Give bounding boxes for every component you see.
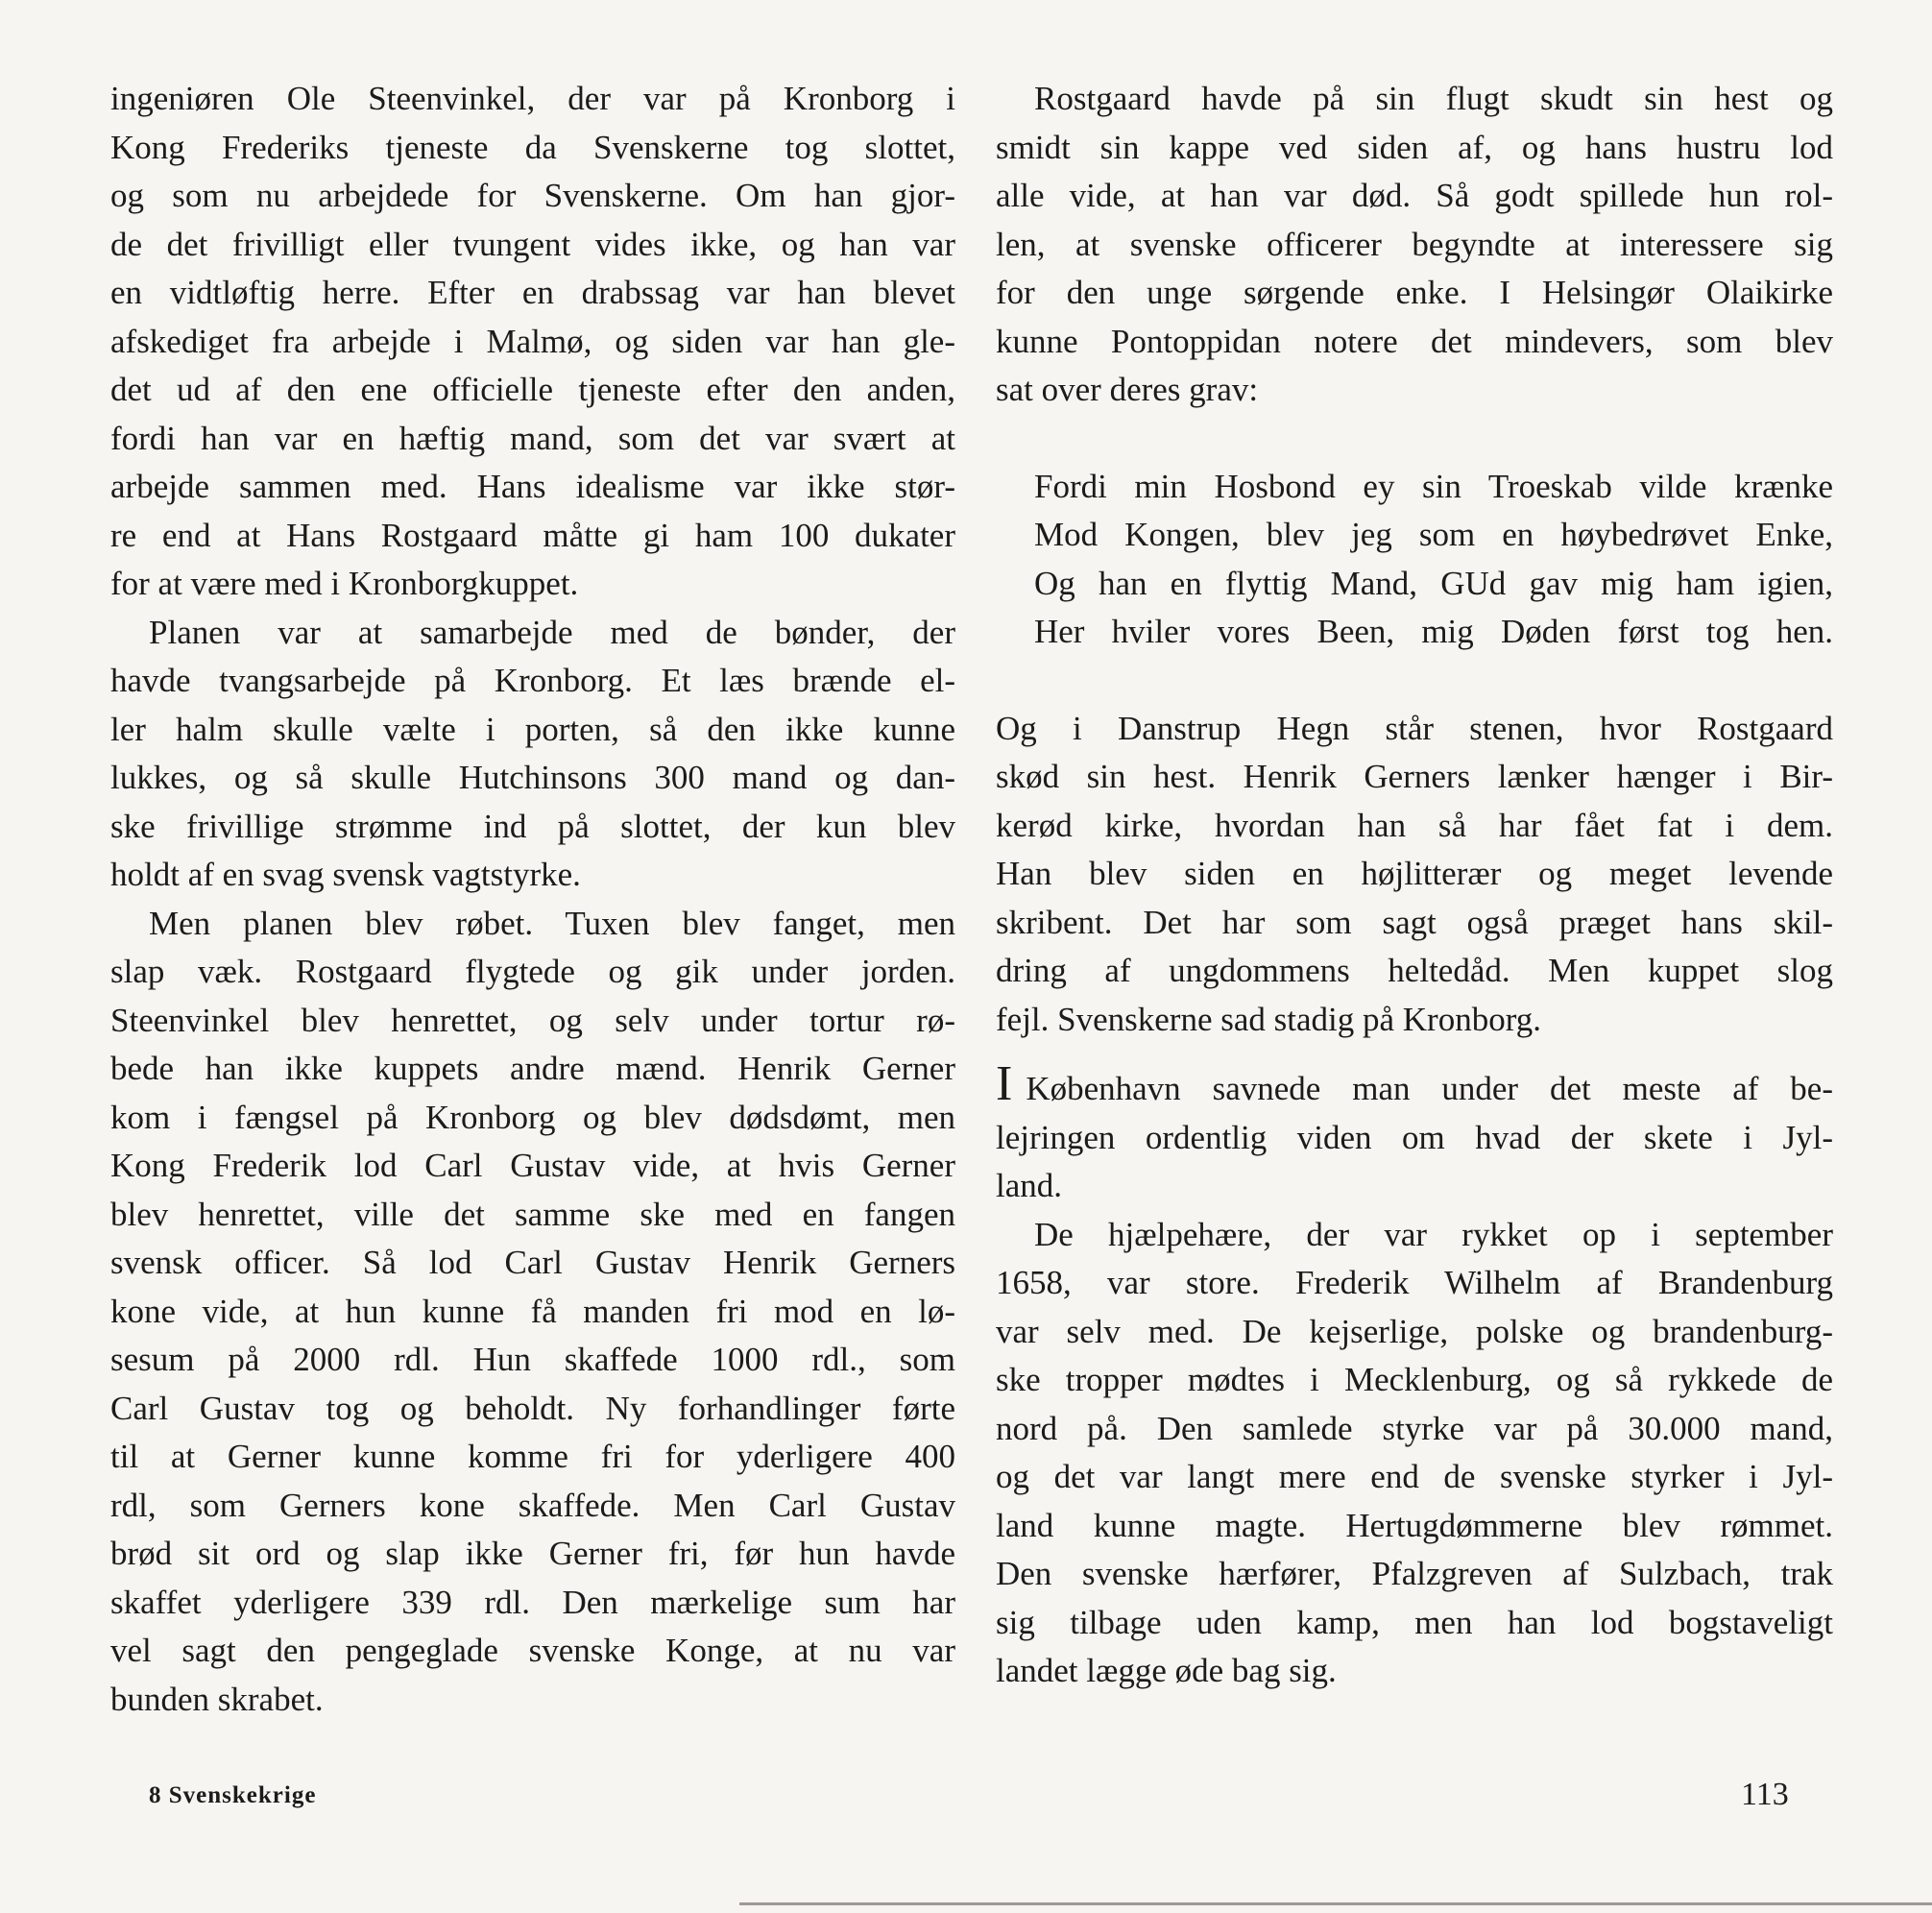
text-line: var selv med. De kejserlige, polske og brandenburg- (996, 1312, 1833, 1350)
text-line: fordi han var en hæftig mand, som det var svært at (110, 419, 955, 457)
right-column (996, 75, 1833, 1696)
text-line: svensk officer. Så lod Carl Gustav Henrik Gerners (110, 1244, 955, 1281)
text-line: bunden skrabet. (110, 1680, 324, 1718)
text-line: rdl, som Gerners kone skaffede. Men Carl Gustav (110, 1486, 955, 1524)
text-line: vel sagt den pengeglade svenske Konge, at nu var (110, 1632, 955, 1669)
text-line: slap væk. Rostgaard flygtede og gik under jorden. (110, 953, 955, 990)
spacer (996, 1044, 1833, 1065)
text-line: sesum på 2000 rdl. Hun skaffede 1000 rdl., som (110, 1341, 955, 1378)
text-line: og det var langt mere end de svenske styrker i Jyl- (996, 1458, 1833, 1495)
paragraph (996, 75, 1833, 415)
text-line: nord på. Den samlede styrke var på 30.000 mand, (996, 1409, 1833, 1447)
text-line: lukkes, og så skulle Hutchinsons 300 mand og dan- (110, 759, 955, 796)
text-line: Kong Frederiks tjeneste da Svenskerne tog slottet, (110, 128, 955, 166)
text-line: dring af ungdommens heltedåd. Men kuppet slog (996, 952, 1833, 989)
text-line: land. (996, 1167, 1063, 1204)
text-line: skød sin hest. Henrik Gerners lænker hænger i Bir- (996, 758, 1833, 795)
text-line: for den unge sørgende enke. I Helsingør Olaikirke (996, 274, 1833, 311)
drop-cap: I (996, 1056, 1013, 1111)
left-column (110, 75, 955, 1724)
text-line: for at være med i Kronborgkuppet. (110, 565, 579, 602)
text-line: det ud af den ene officielle tjeneste efter den anden, (110, 371, 955, 408)
text-line: og som nu arbejdede for Svenskerne. Om han gjor- (110, 177, 955, 214)
text-line: ske frivillige strømme ind på slottet, der kun blev (110, 807, 955, 845)
text-line: sat over deres grav: (996, 371, 1259, 408)
page-number: 113 (1741, 1777, 1789, 1812)
text-line: 1658, var store. Frederik Wilhelm af Brandenburg (996, 1264, 1833, 1301)
text-line: Han blev siden en højlitterær og meget levende (996, 855, 1833, 892)
text-line: fejl. Svenskerne sad stadig på Kronborg. (996, 1000, 1541, 1038)
text-line: land kunne magte. Hertugdømmerne blev rømmet. (996, 1506, 1833, 1544)
text-line: re end at Hans Rostgaard måtte gi ham 100 dukater (110, 516, 955, 554)
text-line (996, 1056, 1833, 1114)
verse-line: Fordi min Hosbond ey sin Troeskab vilde krænke (1034, 467, 1833, 505)
text-line: Planen var at samarbejde med de bønder, der (149, 613, 955, 651)
text-line: skribent. Det har som sagt også præget hans skil- (996, 903, 1833, 941)
paragraph (996, 1211, 1833, 1696)
verse-line: Og han en flyttig Mand, GUd gav mig ham igien, (1034, 564, 1833, 602)
spacer (996, 415, 1833, 463)
text-line: blev henrettet, ville det samme ske med en fangen (110, 1195, 955, 1233)
text-line-rest: København savnede man under det meste af be- (1026, 1070, 1833, 1107)
text-line: De hjælpehære, der var rykket op i september (1034, 1215, 1833, 1253)
text-line: Kong Frederik lod Carl Gustav vide, at hvis Gerner (110, 1147, 955, 1184)
paragraph (996, 705, 1833, 1045)
text-line: Men planen blev røbet. Tuxen blev fanget, men (149, 904, 955, 942)
text-line: arbejde sammen med. Hans idealisme var ikke stør- (110, 468, 955, 505)
text-line: ler halm skulle vælte i porten, så den ikke kunne (110, 710, 955, 748)
text-line: ingeniøren Ole Steenvinkel, der var på Kronborg i (110, 80, 955, 117)
text-line: landet lægge øde bag sig. (996, 1652, 1337, 1689)
memorial-verse (996, 463, 1833, 657)
text-line: kone vide, at hun kunne få manden fri mod en lø- (110, 1292, 955, 1330)
text-line: sig tilbage uden kamp, men han lod bogstaveligt (996, 1603, 1833, 1641)
text-line: bede han ikke kuppets andre mænd. Henrik Gerner (110, 1050, 955, 1087)
text-line: brød sit ord og slap ikke Gerner fri, før hun havde (110, 1535, 955, 1572)
text-line: Og i Danstrup Hegn står stenen, hvor Rostgaard (996, 709, 1833, 747)
verse-line: Her hviler vores Been, mig Døden først tog hen. (1034, 613, 1833, 650)
text-line: holdt af en svag svensk vagtstyrke. (110, 856, 581, 893)
page-edge-line (739, 1902, 1932, 1905)
text-line: smidt sin kappe ved siden af, og hans hustru lod (996, 128, 1833, 166)
text-line: Rostgaard havde på sin flugt skudt sin hest og (1034, 80, 1833, 117)
text-line: en vidtløftig herre. Efter en drabssag var han blevet (110, 274, 955, 311)
text-line: kom i fængsel på Kronborg og blev dødsdømt, men (110, 1098, 955, 1136)
text-line: Den svenske hærfører, Pfalzgreven af Sulzbach, trak (996, 1555, 1833, 1592)
section-paragraph (996, 1056, 1833, 1211)
text-line: kunne Pontoppidan notere det mindevers, som blev (996, 322, 1833, 360)
verse-line: Mod Kongen, blev jeg som en høybedrøvet Enke, (1034, 516, 1833, 553)
text-line: skaffet yderligere 339 rdl. Den mærkelige sum har (110, 1583, 955, 1621)
text-line: afskediget fra arbejde i Malmø, og siden var han gle- (110, 322, 955, 360)
text-line: de det frivilligt eller tvungent vides ikke, og han var (110, 225, 955, 263)
spacer (996, 657, 1833, 705)
text-line: lejringen ordentlig viden om hvad der skete i Jyl- (996, 1118, 1833, 1156)
text-line: len, at svenske officerer begyndte at interessere sig (996, 225, 1833, 263)
text-line: Carl Gustav tog og beholdt. Ny forhandlinger førte (110, 1389, 955, 1427)
text-line: alle vide, at han var død. Så godt spillede hun rol- (996, 177, 1833, 214)
signature-mark: 8 Svenskekrige (149, 1782, 317, 1808)
text-line: Steenvinkel blev henrettet, og selv under tortur rø- (110, 1001, 955, 1039)
text-line: til at Gerner kunne komme fri for yderligere 400 (110, 1438, 955, 1475)
text-line: ske tropper mødtes i Mecklenburg, og så rykkede de (996, 1361, 1833, 1398)
text-line: havde tvangsarbejde på Kronborg. Et læs brænde el- (110, 662, 955, 699)
text-line: kerød kirke, hvordan han så har fået fat i dem. (996, 806, 1833, 844)
